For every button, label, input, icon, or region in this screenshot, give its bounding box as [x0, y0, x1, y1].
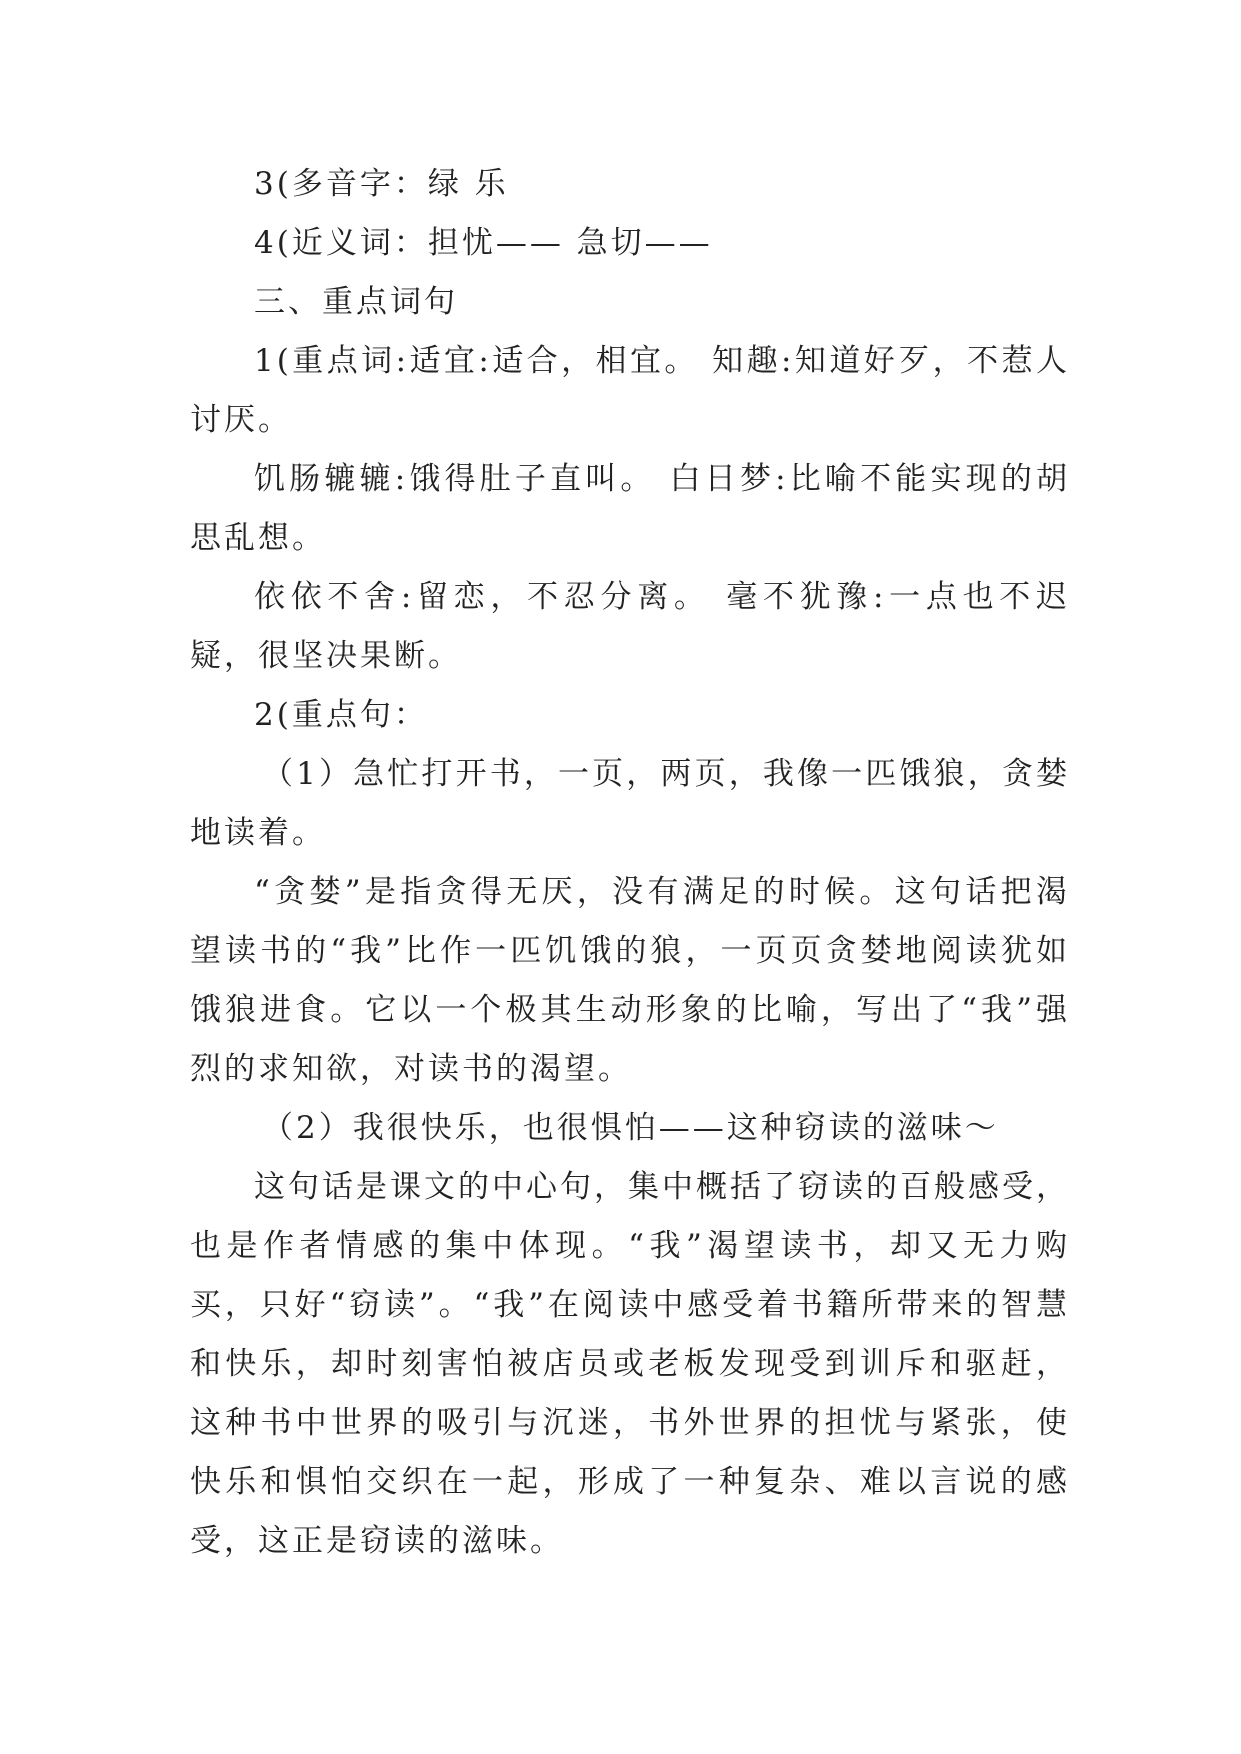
paragraph-sentence-1: （1）急忙打开书，一页，两页，我像一匹饿狼，贪婪地读着。 — [190, 756, 1070, 851]
section-heading-key-words: 三、重点词句 — [254, 284, 458, 320]
paragraph-key-words-2: 饥肠辘辘:饿得肚子直叫。 白日梦:比喻不能实现的胡思乱想。 — [190, 461, 1070, 556]
paragraph-key-words-3: 依依不舍:留恋，不忍分离。 毫不犹豫:一点也不迟疑，很坚决果断。 — [190, 579, 1070, 674]
paragraph-polyphonic: 3(多音字：绿 乐 — [254, 166, 509, 202]
document-body — [190, 155, 1070, 1571]
paragraph-key-words-1: 1(重点词:适宜:适合，相宜。 知趣:知道好歹，不惹人讨厌。 — [190, 343, 1070, 438]
paragraph-sentence-2: （2）我很快乐，也很惧怕——这种窃读的滋味～ — [262, 1110, 999, 1146]
paragraph-key-sentences-heading: 2(重点句： — [254, 697, 428, 733]
paragraph-sentence-2-analysis: 这句话是课文的中心句，集中概括了窃读的百般感受，也是作者情感的集中体现。“我”渴望读书，却又无力购买，只好“窃读”。“我”在阅读中感受着书籍所带来的智慧和快乐，却时刻害怕被店员或老板发现受到训斥和驱赶，这种书中世界的吸引与沉迷，书外世界的担忧与紧张，使快乐和惧怕交织在一起，形成了一种复杂、难以言说的感受，这正是窃读的滋味。 — [190, 1169, 1070, 1559]
paragraph-sentence-1-analysis: “贪婪”是指贪得无厌，没有满足的时候。这句话把渴望读书的“我”比作一匹饥饿的狼，一页页贪婪地阅读犹如饿狼进食。它以一个极其生动形象的比喻，写出了“我”强烈的求知欲，对读书的渴望。 — [190, 874, 1070, 1087]
paragraph-synonyms: 4(近义词：担忧—— 急切—— — [254, 225, 713, 261]
